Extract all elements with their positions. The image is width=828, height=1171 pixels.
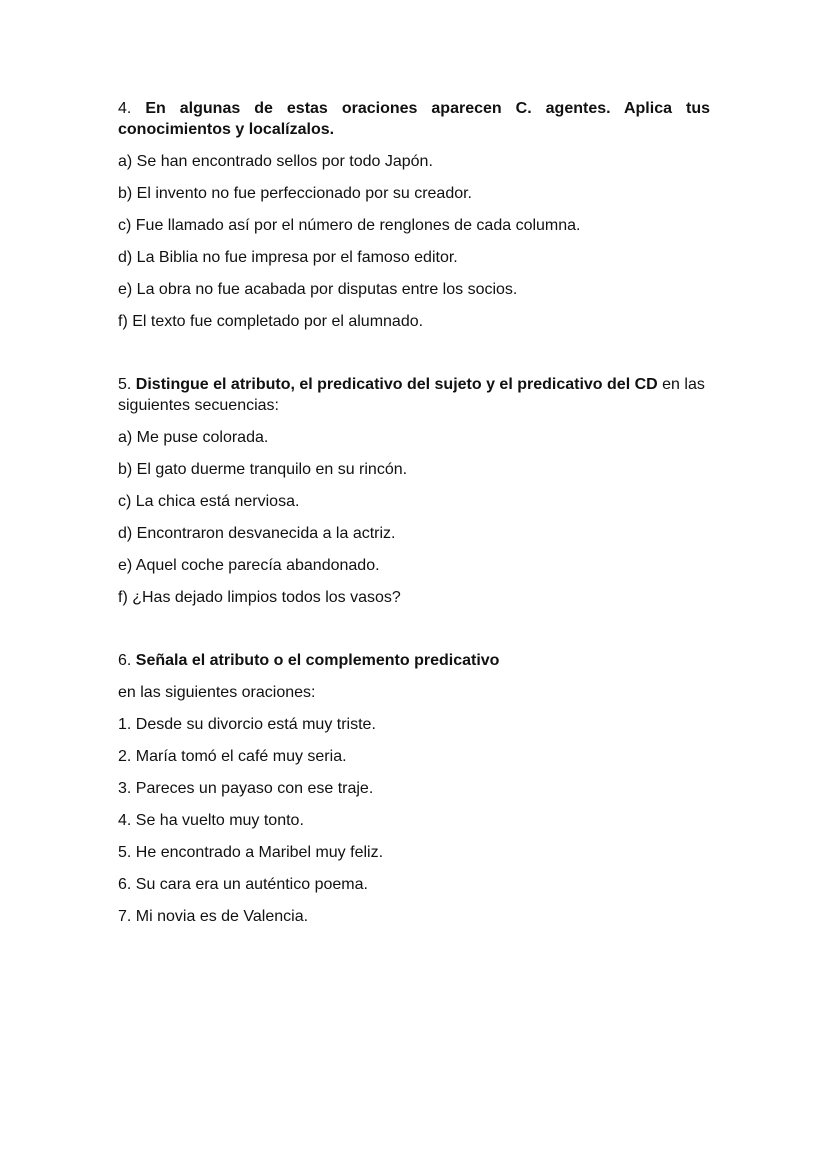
list-item: 2. María tomó el café muy seria.	[118, 748, 347, 765]
list-item: 5. He encontrado a Maribel muy feliz.	[118, 844, 384, 861]
list-item: 7. Mi novia es de Valencia.	[118, 908, 309, 925]
list-item: e) Aquel coche parecía abandonado.	[118, 557, 380, 574]
exercise-4-instruction: En algunas de estas oraciones aparecen C. agentes. Aplica tus conocimientos y localízalos.	[118, 100, 710, 138]
list-item: 4. Se ha vuelto muy tonto.	[118, 812, 304, 829]
exercise-6-heading	[118, 650, 710, 671]
list-item: d) Encontraron desvanecida a la actriz.	[118, 525, 396, 542]
list-item: b) El invento no fue perfeccionado por su creador.	[118, 185, 472, 202]
list-item: f) El texto fue completado por el alumnado.	[118, 313, 424, 330]
exercise-5	[118, 374, 710, 608]
exercise-6-list	[118, 714, 710, 927]
exercise-6-subheading: en las siguientes oraciones:	[118, 684, 316, 701]
list-item: 6. Su cara era un auténtico poema.	[118, 876, 368, 893]
exercise-4-heading	[118, 98, 710, 140]
exercise-6-instruction: Señala el atributo o el complemento predicativo	[135, 652, 500, 669]
exercise-5-list	[118, 427, 710, 608]
list-item: e) La obra no fue acabada por disputas entre los socios.	[118, 281, 518, 298]
exercise-5-heading	[118, 374, 710, 416]
exercise-4-number: 4.	[118, 100, 132, 117]
exercise-6	[118, 650, 710, 927]
list-item: a) Me puse colorada.	[118, 429, 269, 446]
exercise-5-instruction-rest: en las siguientes secuencias:	[118, 376, 705, 414]
list-item: c) Fue llamado así por el número de renglones de cada columna.	[118, 217, 581, 234]
list-item: a) Se han encontrado sellos por todo Japón.	[118, 153, 433, 170]
exercise-4	[118, 98, 710, 332]
list-item: 1. Desde su divorcio está muy triste.	[118, 716, 376, 733]
exercise-5-instruction: Distingue el atributo, el predicativo del sujeto y el predicativo del CD	[135, 376, 658, 393]
exercise-4-list	[118, 151, 710, 332]
list-item: f) ¿Has dejado limpios todos los vasos?	[118, 589, 401, 606]
list-item: d) La Biblia no fue impresa por el famoso editor.	[118, 249, 458, 266]
list-item: 3. Pareces un payaso con ese traje.	[118, 780, 374, 797]
exercise-6-number: 6.	[118, 652, 132, 669]
list-item: b) El gato duerme tranquilo en su rincón.	[118, 461, 408, 478]
exercise-5-number: 5.	[118, 376, 132, 393]
list-item: c) La chica está nerviosa.	[118, 493, 300, 510]
